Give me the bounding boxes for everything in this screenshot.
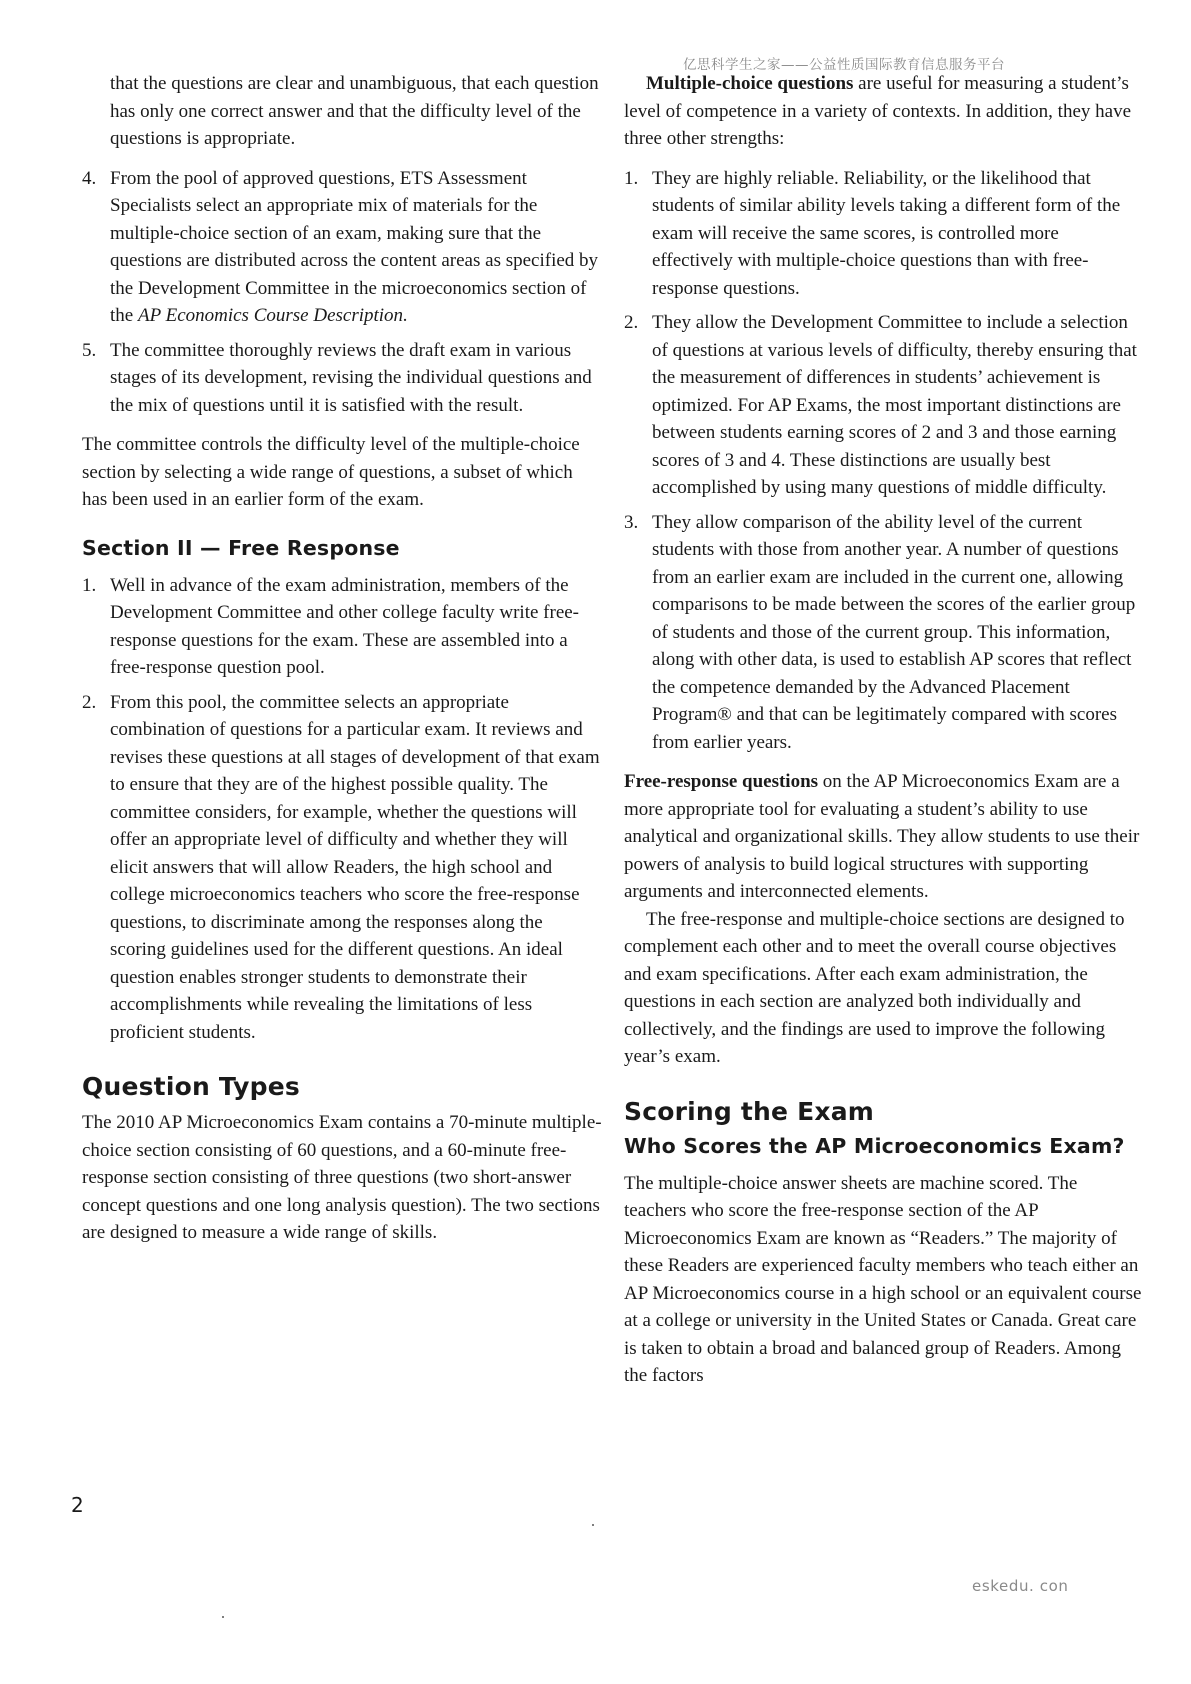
list-item-text: They allow comparison of the ability level of the current students with those from another year. A number of questions from an earlier exam are included in the current one, allowing comparisons to be made between the scores of the earlier group of students and those of the current group. This information, along with other data, is used to establish AP scores that reflect the competence demanded by the Advanced Placement Program® and that can be legitimately compared with scores from earlier years.	[652, 511, 1136, 753]
list-item-text: From the pool of approved questions, ETS Assessment Specialists select an appropriate mix of materials for the multiple-choice section of an exam, making sure that the questions are distributed across the content areas as specified by the Development Committee in the microeconomics section of the	[110, 167, 599, 326]
list-item	[82, 165, 602, 330]
multiple-choice-intro-text: are useful for measuring a student’s level of competence in a variety of contexts. In addition, they have three other strengths:	[624, 73, 1132, 149]
course-description-title: AP Economics Course Description	[137, 305, 404, 326]
list-number: 2.	[82, 691, 97, 713]
who-scores-heading: Who Scores the AP Microeconomics Exam?	[624, 1133, 1125, 1158]
list-item	[82, 689, 602, 1047]
section-2-heading: Section II — Free Response	[82, 535, 400, 560]
top-watermark: 亿思科学生之家——公益性质国际教育信息服务平台	[683, 57, 1005, 73]
list-item-text: Well in advance of the exam administration, members of the Development Committee and other college faculty write free-response questions for the exam. These are assembled into a free-response question pool.	[110, 574, 580, 678]
list-item-text: They are highly reliable. Reliability, or the likelihood that students of similar ability levels taking a different form of the exam will receive the same scores, is controlled more effectively with multiple-choice questions than with free-response questions.	[652, 167, 1121, 299]
multiple-choice-lead: Multiple-choice questions	[646, 73, 854, 94]
free-response-text: on the AP Microeconomics Exam are a more appropriate tool for evaluating a student’s ability to use analytical and organizational skills. They allow students to use their powers of analysis to build logical structures with supporting arguments and interconnected elements.	[624, 771, 1140, 902]
list-item	[82, 337, 602, 420]
list-item-period: .	[403, 305, 408, 326]
list-item	[624, 309, 1144, 502]
continued-list-item: that the questions are clear and unambiguous, that each question has only one correct answer and that the difficulty level of the questions is appropriate.	[110, 73, 599, 149]
list-item-text: The committee thoroughly reviews the draft exam in various stages of its development, revising the individual questions and the mix of questions until it is satisfied with the result.	[110, 339, 592, 416]
scan-speck	[222, 1616, 224, 1618]
list-item	[82, 572, 602, 682]
list-number: 5.	[82, 339, 97, 361]
left-column	[82, 70, 602, 1259]
scan-speck	[592, 1524, 594, 1526]
question-types-heading: Question Types	[82, 1072, 300, 1101]
free-response-steps-list	[82, 572, 602, 1047]
bottom-watermark: eskedu. con	[972, 1577, 1069, 1595]
list-number: 4.	[82, 167, 97, 189]
right-column	[624, 70, 1144, 1390]
list-number: 1.	[624, 167, 639, 189]
difficulty-paragraph: The committee controls the difficulty level of the multiple-choice section by selecting a wide range of questions, a subset of which has been used in an earlier form of the exam.	[82, 434, 580, 510]
free-response-paragraph	[624, 768, 1144, 906]
multiple-choice-intro	[624, 70, 1144, 153]
free-response-lead: Free-response questions	[624, 771, 819, 792]
list-item	[624, 165, 1144, 303]
question-types-paragraph: The 2010 AP Microeconomics Exam contains a 70-minute multiple-choice section consisting of 60 questions, and a 60-minute free-response section consisting of three questions (two short-answer concept questions and one long analysis question). The two sections are designed to measure a wide range of skills.	[82, 1112, 602, 1243]
list-item-text: They allow the Development Committee to include a selection of questions at various levels of difficulty, thereby ensuring that the measurement of differences in students’ achievement is optimized. For AP Exams, the most important distinctions are between students earning scores of 2 and 3 and those earning scores of 3 and 4. These distinctions are usually best accomplished by using many questions of middle difficulty.	[652, 312, 1137, 498]
list-number: 1.	[82, 574, 97, 596]
who-scores-paragraph: The multiple-choice answer sheets are machine scored. The teachers who score the free-response section of the AP Microeconomics Exam are known as “Readers.” The majority of these Readers are experienced faculty members who teach either an AP Microeconomics course in a high school or an equivalent course at a college or university in the United States or Canada. Great care is taken to obtain a broad and balanced group of Readers. Among the factors	[624, 1172, 1142, 1386]
list-number: 3.	[624, 511, 639, 533]
complement-paragraph: The free-response and multiple-choice sections are designed to complement each other and to meet the overall course objectives and exam specifications. After each exam administration, the questions in each section are analyzed both individually and collectively, and the findings are used to improve the following year’s exam.	[624, 908, 1125, 1067]
strengths-list	[624, 165, 1144, 757]
development-steps-list	[82, 165, 602, 420]
page-number: 2	[71, 1493, 84, 1517]
list-number: 2.	[624, 312, 639, 333]
scoring-heading: Scoring the Exam	[624, 1096, 875, 1126]
list-item	[624, 509, 1144, 757]
list-item-text: From this pool, the committee selects an appropriate combination of questions for a particular exam. It reviews and revises these questions at all stages of development of that exam to ensure that they are of the highest possible quality. The committee considers, for example, whether the questions will offer an appropriate level of difficulty and whether they will elicit answers that will allow Readers, the high school and college microeconomics teachers who score the free-response questions, to discriminate among the responses along the scoring guidelines used for the different questions. An ideal question enables stronger students to demonstrate their accomplishments while revealing the limitations of less proficient students.	[110, 691, 600, 1043]
